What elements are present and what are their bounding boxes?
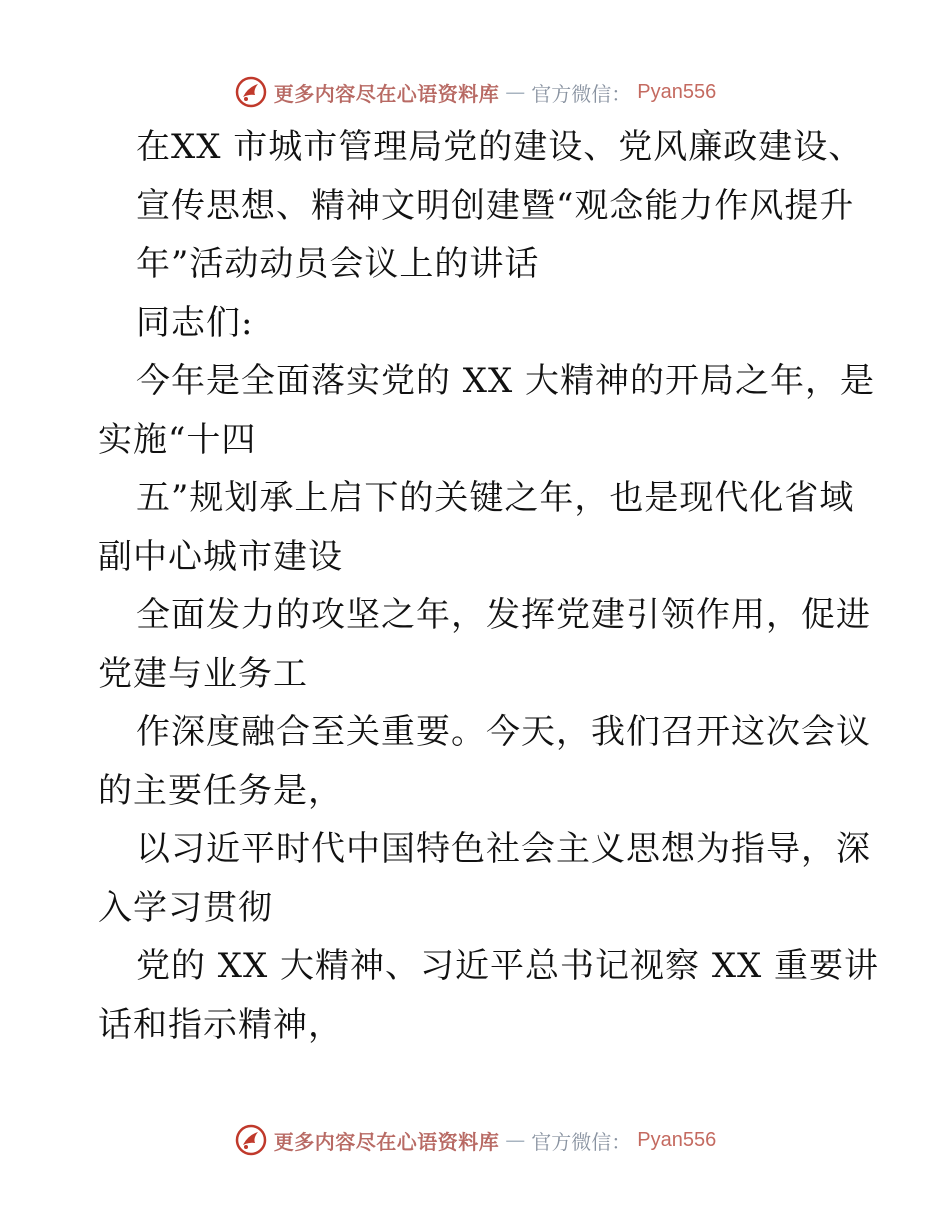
- watermark-separator: —: [505, 80, 526, 104]
- text-line: 五”规划承上启下的关键之年，也是现代化省域: [136, 478, 855, 518]
- watermark-wechat-id: Pyan556: [637, 80, 717, 103]
- text-line: 同志们:: [136, 302, 254, 343]
- watermark-text: 更多内容尽在心语资料库: [273, 1129, 500, 1154]
- text-line: 实施“十四: [98, 419, 257, 460]
- text-line: 宣传思想、精神文明创建暨“观念能力作风提升: [136, 185, 855, 226]
- footer-watermark: [0, 1120, 950, 1160]
- watermark-separator: —: [505, 1128, 526, 1152]
- text-line: 副中心城市建设: [98, 536, 343, 577]
- header-watermark: [0, 72, 950, 112]
- text-line: 话和指示精神，: [98, 1004, 343, 1045]
- watermark-wechat-id: Pyan556: [637, 1128, 717, 1151]
- text-line: 党的 XX 大精神、习近平总书记视察 XX 重要讲: [136, 946, 880, 986]
- text-line: 党建与业务工: [98, 653, 308, 694]
- text-line: 入学习贯彻: [98, 887, 273, 928]
- text-line: 的主要任务是，: [98, 770, 343, 811]
- text-line: 全面发力的攻坚之年，发挥党建引领作用，促进: [136, 595, 871, 635]
- brand-logo-icon: [234, 1123, 268, 1157]
- watermark-wechat-label: 官方微信：: [531, 81, 632, 106]
- text-line: 在XX 市城市管理局党的建设、党风廉政建设、: [136, 127, 864, 167]
- text-line: 以习近平时代中国特色社会主义思想为指导，深: [136, 829, 871, 869]
- text-line: 年”活动动员会议上的讲话: [136, 244, 540, 284]
- document-body: [98, 118, 880, 1054]
- watermark-text: 更多内容尽在心语资料库: [273, 81, 500, 106]
- watermark-wechat-label: 官方微信：: [531, 1129, 632, 1154]
- brand-logo-icon: [234, 75, 268, 109]
- text-line: 作深度融合至关重要。今天，我们召开这次会议: [136, 712, 871, 752]
- text-line: 今年是全面落实党的 XX 大精神的开局之年，是: [136, 361, 876, 401]
